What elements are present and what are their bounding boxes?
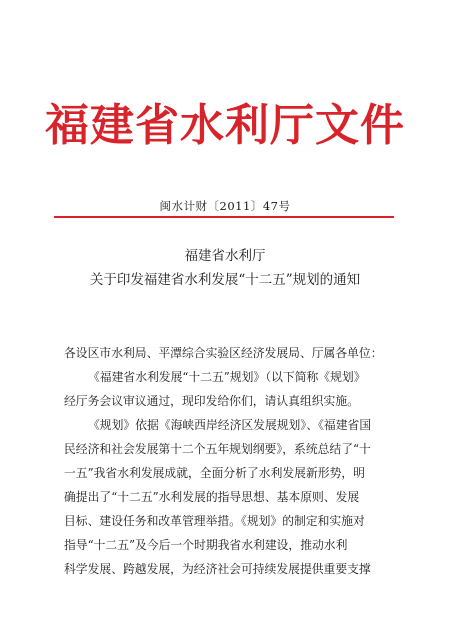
- document-number: 闽水计财〔2011〕47号: [159, 199, 291, 213]
- body-line: 《规划》依据《海峡西岸经济区发展规划》、《福建省国: [88, 418, 372, 432]
- body-line: 《福建省水利发展“十二五”规划》（以下简称《规划》: [88, 370, 366, 384]
- body-line: 科学发展、跨越发展，为经济社会可持续发展提供重要支撑: [64, 562, 371, 576]
- body-line: 民经济和社会发展第十二个五年规划纲要》，系统总结了“十: [64, 442, 371, 456]
- body-line: 确提出了“十二五”水利发展的指导思想、基本原则、发展: [64, 490, 360, 504]
- notice-title-issuer: 福建省水利厅: [184, 248, 266, 264]
- body-line: 经厅务会议审议通过，现印发给你们，请认真组织实施。: [64, 394, 359, 408]
- red-divider-line: [54, 216, 394, 218]
- salutation: 各设区市水利局、平潭综合实验区经济发展局、厅属各单位：: [64, 346, 383, 360]
- body-line: 一五”我省水利发展成就，全面分析了水利发展新形势，明: [64, 466, 365, 480]
- notice-title-subject: 关于印发福建省水利发展“十二五”规划的通知: [89, 272, 361, 288]
- document-header-title: 福建省水利厅文件: [45, 100, 405, 151]
- notice-title: [0, 244, 450, 292]
- document-body: [64, 341, 390, 581]
- body-line: 指导“十二五”及今后一个时期我省水利建设，推动水利: [64, 538, 348, 552]
- body-line: 目标、建设任务和改革管理举措。《规划》的制定和实施对: [64, 514, 365, 528]
